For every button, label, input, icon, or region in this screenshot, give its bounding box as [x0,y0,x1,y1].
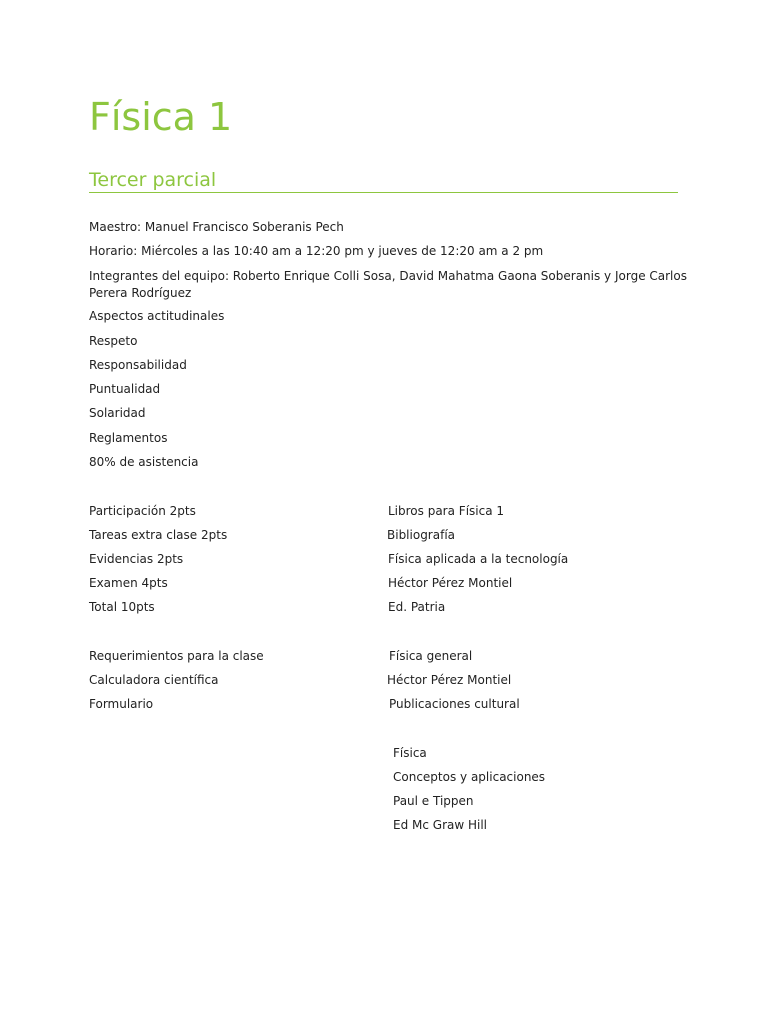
book-publisher: Ed. Patria [388,600,446,614]
team-line-1: Integrantes del equipo: Roberto Enrique Colli Sosa, David Mahatma Gaona Soberanis y Jorge Carlos [89,269,687,283]
grading-item: Tareas extra clase 2pts [89,528,228,542]
book-publisher: Publicaciones cultural [389,697,520,711]
team-line-2: Perera Rodríguez [89,286,192,300]
grading-total: Total 10pts [89,600,155,614]
attitude-item: Respeto [89,334,138,348]
books-heading: Libros para Física 1 [388,504,505,518]
attitude-item: Responsabilidad [89,358,187,372]
teacher-line: Maestro: Manuel Francisco Soberanis Pech [89,220,344,234]
subtitle-divider [89,192,678,193]
requirement-item: Calculadora científica [89,673,219,687]
book-author: Paul e Tippen [393,794,474,808]
attitude-item: Puntualidad [89,382,161,396]
book-title: Física aplicada a la tecnología [388,552,569,566]
book-author: Héctor Pérez Montiel [387,673,512,687]
requirements-heading: Requerimientos para la clase [89,649,264,663]
grading-item: Examen 4pts [89,576,168,590]
attitudes-heading: Aspectos actitudinales [89,309,225,323]
attitude-item: Solaridad [89,406,146,420]
book-publisher: Ed Mc Graw Hill [393,818,488,832]
bibliography-heading: Bibliografía [387,528,456,542]
grading-item: Participación 2pts [89,504,196,518]
book-title: Física [393,746,427,760]
attitude-item: Reglamentos [89,431,168,445]
page-title: Física 1 [89,95,233,139]
book-subtitle: Conceptos y aplicaciones [393,770,546,784]
book-author: Héctor Pérez Montiel [388,576,513,590]
attitude-item: 80% de asistencia [89,455,199,469]
book-title: Física general [389,649,473,663]
grading-item: Evidencias 2pts [89,552,184,566]
requirement-item: Formulario [89,697,154,711]
schedule-line: Horario: Miércoles a las 10:40 am a 12:20 pm y jueves de 12:20 am a 2 pm [89,244,544,258]
page-subtitle: Tercer parcial [89,169,217,191]
